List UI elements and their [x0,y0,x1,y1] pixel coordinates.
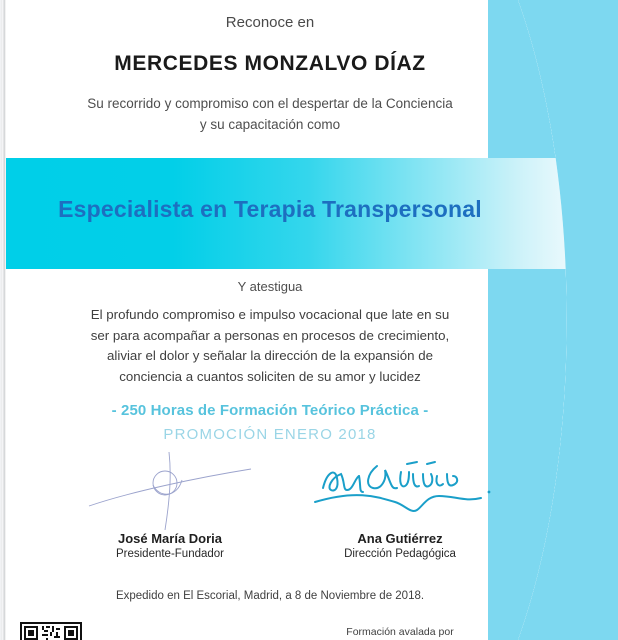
signature-block-right [300,452,500,560]
signatory-name: Ana Gutiérrez [357,531,443,546]
intro-line-2: y su capacitación como [199,117,341,132]
attest-label: Y atestigua [237,279,303,294]
recognition-label: Reconoce en [225,14,315,31]
issue-statement: Expedido en El Escorial, Madrid, a 8 de Noviembre de 2018. [115,590,425,602]
signature-area [0,452,540,572]
body-text [0,305,540,387]
promotion-line: PROMOCIÓN ENERO 2018 [163,426,377,443]
signature-block-left [70,452,270,560]
cursive-signature-mark [300,452,500,530]
hours-line: - 250 Horas de Formación Teórico Práctica - [111,402,429,419]
signatory-role: Presidente-Fundador [115,548,225,560]
abstract-signature-mark [70,452,270,530]
body-line-4: conciencia a cuantos soliciten de su amor y lucidez [119,368,421,384]
signatory-role: Dirección Pedagógica [344,548,456,560]
qr-code[interactable] [20,622,82,640]
page-edge [0,0,6,640]
body-line-2: ser para acompañar a personas en procesos de crecimiento, [90,327,450,343]
signatory-name: José María Doria [117,531,223,546]
holder-name: MERCEDES MONZALVO DÍAZ [114,52,426,75]
body-line-3: aliviar el dolor y señalar la dirección de la expansión de [107,348,433,363]
body-line-1: El profundo compromiso e impulso vocacional que late en su [90,307,450,322]
endorsement-label: Formación avalada por [346,626,454,638]
award-title: Especialista en Terapia Transpersonal [58,196,482,222]
intro-text [0,93,540,135]
intro-line-1: Su recorrido y compromiso con el despertar de la Conciencia [87,96,453,111]
